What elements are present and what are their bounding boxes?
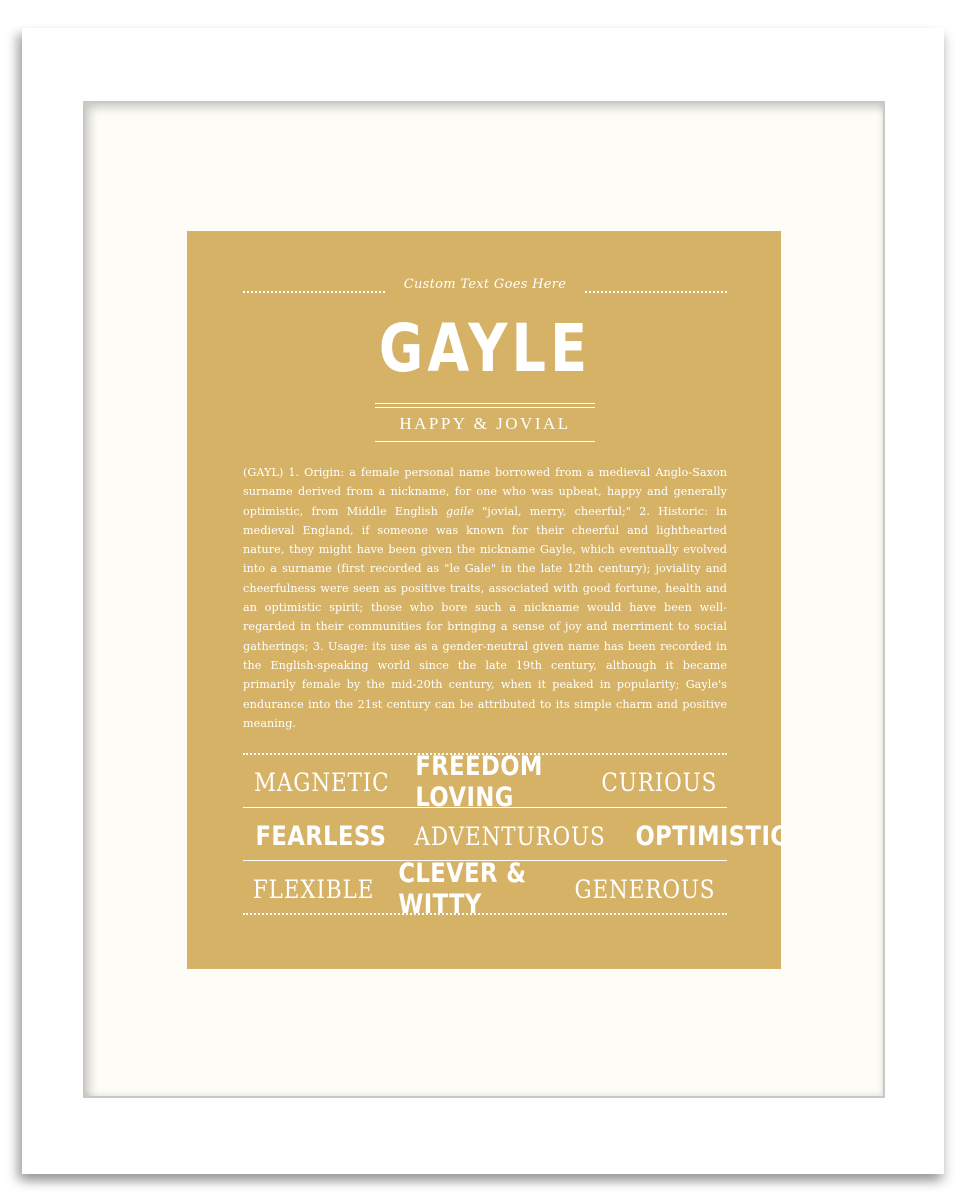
definition-part-1: (GAYL) 1. Origin: a female personal name borrowed from a medieval Anglo-Saxon surname derived from a nickname, for one who was upbeat, happy and generally optimistic, from Middle English	[243, 466, 727, 518]
trait: CLEVER & WITTY	[398, 858, 527, 920]
dotted-divider-right	[585, 291, 727, 293]
trait: GENEROUS	[574, 874, 716, 904]
definition-part-2: "jovial, merry, cheerful;" 2. Historic: in medieval England, if someone was known for their cheerful and lighthearted nature, they might have been given the nickname Gayle, which eventually evolved into a surname (first recorded as "le Gale" in the late 12th century); joviality and cheerfulness were seen as positive traits, associated with good fortune, health and an optimistic spirit; those who bore such a nickname would have been well-regarded in their communities for bringing a sense of joy and merriment to social gatherings; 3. Usage: its use as a gender-neutral given name has been recorded in the English-speaking world since the late 19th century, although it became primarily female by the mid-20th century, when it peaked in popularity; Gayle's endurance into the 21st century can be attributed to its simple charm and positive meaning.	[243, 504, 727, 730]
meaning-rule-bottom	[375, 441, 595, 442]
trait-row-2	[243, 816, 788, 856]
name-meaning: HAPPY & JOVIAL	[399, 414, 571, 433]
definition-italic-word: gaile	[446, 504, 474, 518]
name-definition	[243, 463, 727, 733]
trait: OPTIMISTIC	[635, 820, 788, 852]
trait: FLEXIBLE	[252, 874, 375, 904]
name-print	[187, 231, 788, 969]
tagline-row	[243, 277, 727, 301]
print-content	[243, 231, 788, 969]
meaning-rule-top-2	[375, 407, 595, 408]
name-title: GAYLE	[378, 310, 592, 387]
trait: MAGNETIC	[254, 767, 390, 797]
custom-text: Custom Text Goes Here	[403, 277, 567, 292]
trait: CURIOUS	[601, 767, 718, 797]
trait: ADVENTUROUS	[414, 821, 606, 851]
trait-row-1	[243, 751, 727, 813]
trait: FREEDOM LOVING	[415, 751, 544, 813]
dotted-divider-traits-bottom	[243, 913, 727, 915]
trait-rule-1	[243, 807, 727, 808]
trait-row-3	[243, 858, 727, 920]
meaning-rule-top	[375, 403, 595, 404]
trait: FEARLESS	[255, 820, 387, 852]
